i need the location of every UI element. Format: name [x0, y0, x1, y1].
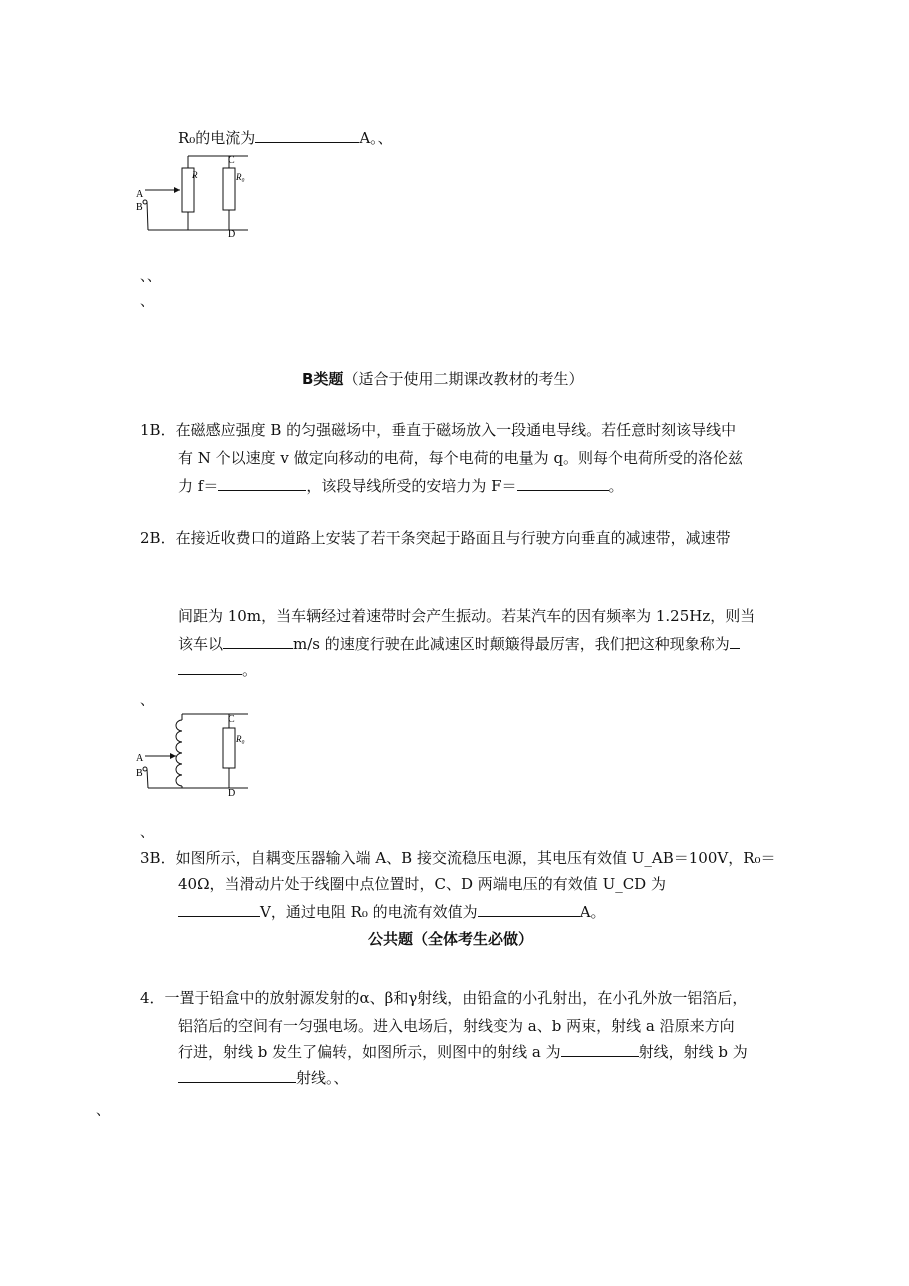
speed-prefix: 该车以 — [178, 635, 224, 653]
question-2b-line1: 2B．在接近收费口的道路上安装了若干条突起于路面且与行驶方向垂直的减速带，减速带 — [140, 529, 731, 547]
section-b-title: B类题 — [302, 370, 344, 388]
terminal-b-label: B — [136, 202, 143, 213]
resistor-r0-label: R₀ — [236, 172, 245, 182]
terminal-d-label: D — [228, 788, 236, 798]
question-2b-line3 — [178, 634, 740, 654]
ampere-force-label: ，该段导线所受的安培力为 F＝ — [306, 477, 517, 495]
answer-blank[interactable] — [255, 128, 359, 143]
section-b-subtitle: （适合于使用二期课改教材的考生） — [343, 370, 584, 388]
question-2b-line2: 间距为 10m，当车辆经过着速带时会产生振动。若某汽车的因有频率为 1.25Hz，则当 — [178, 607, 756, 625]
question-3b-line3 — [178, 902, 606, 922]
speed-suffix: m/s 的速度行驶在此减速区时颠簸得最厉害，我们把这种现象称为 — [293, 635, 730, 653]
r0-current-prefix: R₀的电流为 — [178, 129, 256, 147]
rheostat-label: R — [192, 170, 198, 180]
answer-blank[interactable] — [478, 902, 580, 917]
stray-mark: 、 — [140, 294, 154, 310]
period: 。 — [608, 477, 624, 495]
terminal-b-label: B — [136, 768, 143, 779]
answer-blank[interactable] — [178, 660, 242, 675]
unit-ampere: A。 — [579, 903, 606, 921]
question-4-line3 — [178, 1042, 748, 1062]
ray-b-prefix: 射线，射线 b 为 — [638, 1043, 748, 1061]
question-1b-line3 — [178, 476, 624, 496]
ray-suffix: 射线。、 — [296, 1069, 349, 1087]
terminal-a-label: A — [136, 189, 144, 200]
resistor-r0-label: R₀ — [236, 734, 245, 744]
stray-mark: 、 — [140, 825, 154, 841]
question-4-line1: 4．一置于铅盒中的放射源发射的α、β和γ射线，由铅盒的小孔射出，在小孔外放一铝箔后， — [140, 989, 748, 1007]
answer-blank[interactable] — [517, 476, 609, 491]
rheostat-circuit-diagram — [130, 150, 260, 240]
stray-mark: 、、 — [140, 269, 161, 285]
ray-a-prefix: 行进，射线 b 发生了偏转，如图所示，则图中的射线 a 为 — [178, 1043, 561, 1061]
stray-mark: 、 — [140, 693, 154, 709]
r0-current-line — [178, 128, 393, 148]
stray-mark: 、 — [96, 1103, 110, 1119]
question-1b-line1: 1B．在磁感应强度 B 的匀强磁场中，垂直于磁场放入一段通电导线。若任意时刻该导线中 — [140, 421, 737, 439]
terminal-a-label: A — [136, 753, 144, 764]
autotransformer-circuit-diagram — [130, 706, 260, 798]
answer-blank[interactable] — [730, 634, 740, 649]
question-2b-line4 — [178, 660, 257, 680]
answer-blank[interactable] — [178, 902, 260, 917]
answer-blank[interactable] — [561, 1042, 639, 1057]
question-3b-line1: 3B．如图所示，自耦变压器输入端 A、B 接交流稳压电源，其电压有效值 U_AB＝100V，R₀＝ — [140, 849, 776, 867]
answer-blank[interactable] — [178, 1068, 296, 1083]
terminal-d-label: D — [228, 229, 236, 240]
section-common-heading: 公共题（全体考生必做） — [368, 930, 534, 948]
section-b-heading — [302, 368, 583, 389]
current-label: V，通过电阻 R₀ 的电流有效值为 — [260, 903, 478, 921]
period: 。 — [242, 661, 258, 679]
question-4-line4 — [178, 1068, 349, 1088]
r0-current-suffix: A。、 — [359, 129, 393, 147]
answer-blank[interactable] — [223, 634, 293, 649]
terminal-c-label: C — [228, 714, 235, 725]
lorentz-force-label: 力 f＝ — [178, 477, 219, 495]
terminal-c-label: C — [228, 155, 235, 166]
question-3b-line2: 40Ω，当滑动片处于线圈中点位置时，C、D 两端电压的有效值 U_CD 为 — [178, 875, 666, 893]
question-4-line2: 铝箔后的空间有一匀强电场。进入电场后，射线变为 a、b 两束，射线 a 沿原来方向 — [178, 1017, 735, 1035]
question-1b-line2: 有 N 个以速度 v 做定向移动的电荷，每个电荷的电量为 q。则每个电荷所受的洛伦兹 — [178, 449, 744, 467]
answer-blank[interactable] — [218, 476, 306, 491]
